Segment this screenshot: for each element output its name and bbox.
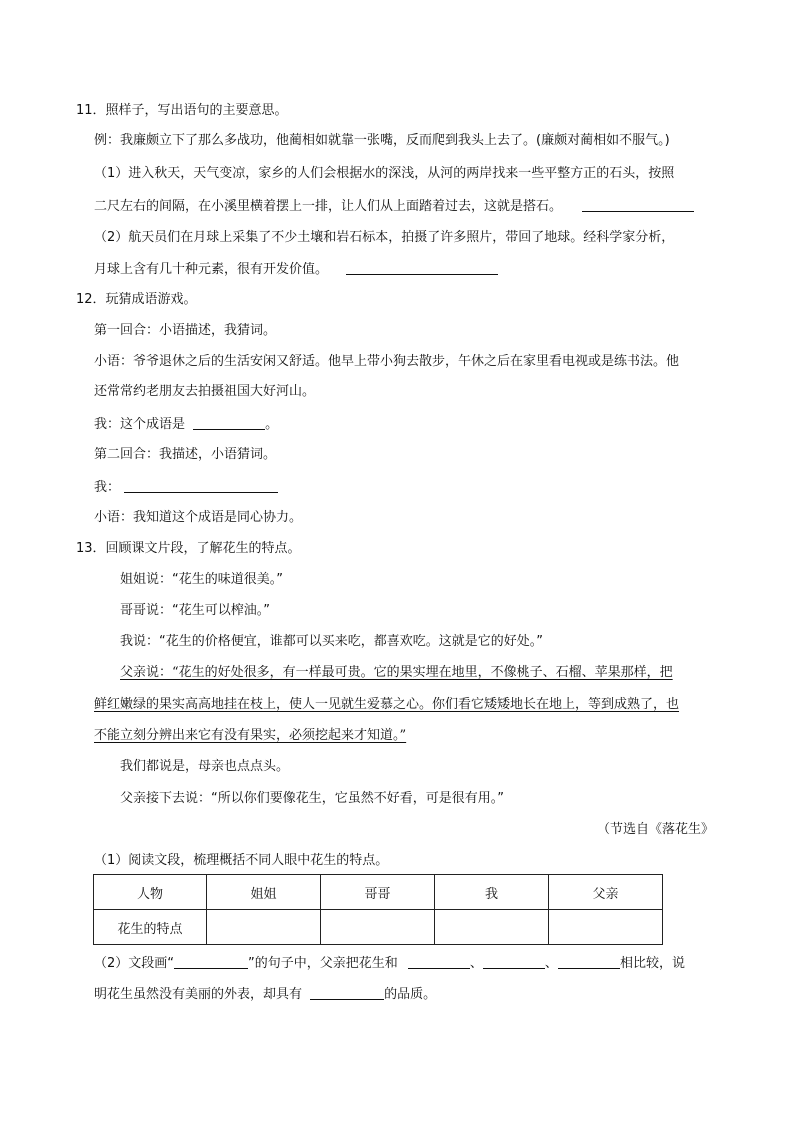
q13-father-line1: 父亲说：“花生的好处很多，有一样最可贵。它的果实埋在地里，不像桃子、石榴、苹果那样，把: [120, 665, 673, 680]
q13-source: （节选自《落花生》: [596, 822, 714, 837]
q13-sub2-line2-prefix: 明花生虽然没有美丽的外表，却具有: [94, 987, 303, 1002]
q12-me2-prefix: 我：: [94, 480, 121, 495]
q11-item2-line1: （2）航天员们在月球上采集了不少土壤和岩石标本，拍摄了许多照片，带回了地球。经科学家分析，: [94, 230, 675, 245]
q11-example: 例：我廉颇立下了那么多战功，他蔺相如就靠一张嘴，反而爬到我头上去了。(廉颇对蔺相如不服气。): [94, 133, 670, 148]
q13-sub2-line2-suffix: 的品质。: [384, 987, 437, 1002]
q13-sub2-sep-1: 、: [469, 956, 483, 971]
q13-sub2-tail: 相比较，说: [619, 956, 685, 971]
q11-item1-answer-blank[interactable]: [582, 196, 694, 212]
q12-me-answer-suffix: 。: [265, 417, 279, 432]
q11-item1-line1: （1）进入秋天，天气变凉，家乡的人们会根据水的深浅，从河的两岸找来一些平整方正的石头，按照: [94, 166, 675, 181]
q11-item1-text: 二尺左右的间隔，在小溪里横着摆上一排，让人们从上面踏着过去，这就是搭石。: [94, 199, 563, 214]
q11-item1-line2: [94, 196, 694, 216]
q13-sentence-type-blank[interactable]: [174, 953, 248, 969]
q13-sub2-line2: [94, 984, 436, 1004]
answer-cell-gege[interactable]: [321, 910, 435, 945]
q13-father-cont: 父亲接下去说：“所以你们要像花生，它虽然不好看，可是很有用。”: [120, 791, 504, 806]
q12-description-blank[interactable]: [124, 477, 278, 493]
q12-me-answer: [94, 414, 278, 434]
q13-gege: 哥哥说：“花生可以榨油。”: [120, 603, 270, 618]
q11-item2-line2: [94, 259, 498, 279]
q11-item2-answer-blank[interactable]: [346, 259, 498, 275]
q13-compare-blank-2[interactable]: [483, 953, 545, 969]
q12-me-answer-prefix: 我：这个成语是: [94, 417, 186, 432]
q13-father-line3: 不能立刻分辨出来它有没有果实，必须挖起来才知道。”: [94, 728, 407, 743]
q12-me2: [94, 477, 278, 497]
q13-sub2-prefix: （2）文段画“: [94, 956, 175, 971]
q12-xiaoyu-answer: 小语：我知道这个成语是同心协力。: [94, 510, 303, 525]
q12-round1: 第一回合：小语描述，我猜词。: [94, 323, 277, 338]
q12-title: 12．玩猜成语游戏。: [76, 292, 197, 307]
answer-cell-wo[interactable]: [435, 910, 549, 945]
table-header-gege: 哥哥: [321, 875, 435, 910]
table-header-wo: 我: [435, 875, 549, 910]
q13-father-line2: 鲜红嫩绿的果实高高地挂在枝上，使人一见就生爱慕之心。你们看它矮矮地长在地上，等到成熟了，也: [94, 697, 680, 712]
peanut-characteristics-table: [93, 874, 663, 945]
q12-xiaoyu-line1: 小语：爷爷退休之后的生活安闲又舒适。他早上带小狗去散步，午休之后在家里看电视或是练书法。他: [94, 354, 680, 369]
q11-item2-text: 月球上含有几十种元素，很有开发价值。: [94, 262, 329, 277]
table-row: [94, 910, 663, 945]
q13-compare-blank-1[interactable]: [408, 953, 470, 969]
table-header-row: [94, 875, 663, 910]
q13-quality-blank[interactable]: [310, 984, 384, 1000]
q13-all-say: 我们都说是，母亲也点点头。: [120, 759, 290, 774]
q12-round2: 第二回合：我描述，小语猜词。: [94, 447, 277, 462]
q13-sub1: （1）阅读文段，梳理概括不同人眼中花生的特点。: [94, 853, 389, 868]
table-header-person: 人物: [94, 875, 207, 910]
table-header-father: 父亲: [549, 875, 663, 910]
q13-sub2-line1: [94, 953, 685, 973]
q13-wo: 我说：“花生的价格便宜，谁都可以买来吃，都喜欢吃。这就是它的好处。”: [120, 634, 543, 649]
table-row-label: 花生的特点: [94, 910, 207, 945]
q11-title: 11．照样子，写出语句的主要意思。: [76, 103, 288, 118]
q13-jiejie: 姐姐说：“花生的味道很美。”: [120, 572, 283, 587]
q13-sub2-mid: ”的句子中，父亲把花生和: [248, 956, 398, 971]
q13-title: 13．回顾课文片段，了解花生的特点。: [76, 541, 301, 556]
q13-compare-blank-3[interactable]: [558, 953, 620, 969]
q12-xiaoyu-line2: 还常常约老朋友去拍摄祖国大好河山。: [94, 384, 316, 399]
q12-idiom-blank[interactable]: [193, 414, 265, 430]
answer-cell-jiejie[interactable]: [207, 910, 321, 945]
answer-cell-father[interactable]: [549, 910, 663, 945]
table-header-jiejie: 姐姐: [207, 875, 321, 910]
q13-sub2-sep-2: 、: [544, 956, 558, 971]
